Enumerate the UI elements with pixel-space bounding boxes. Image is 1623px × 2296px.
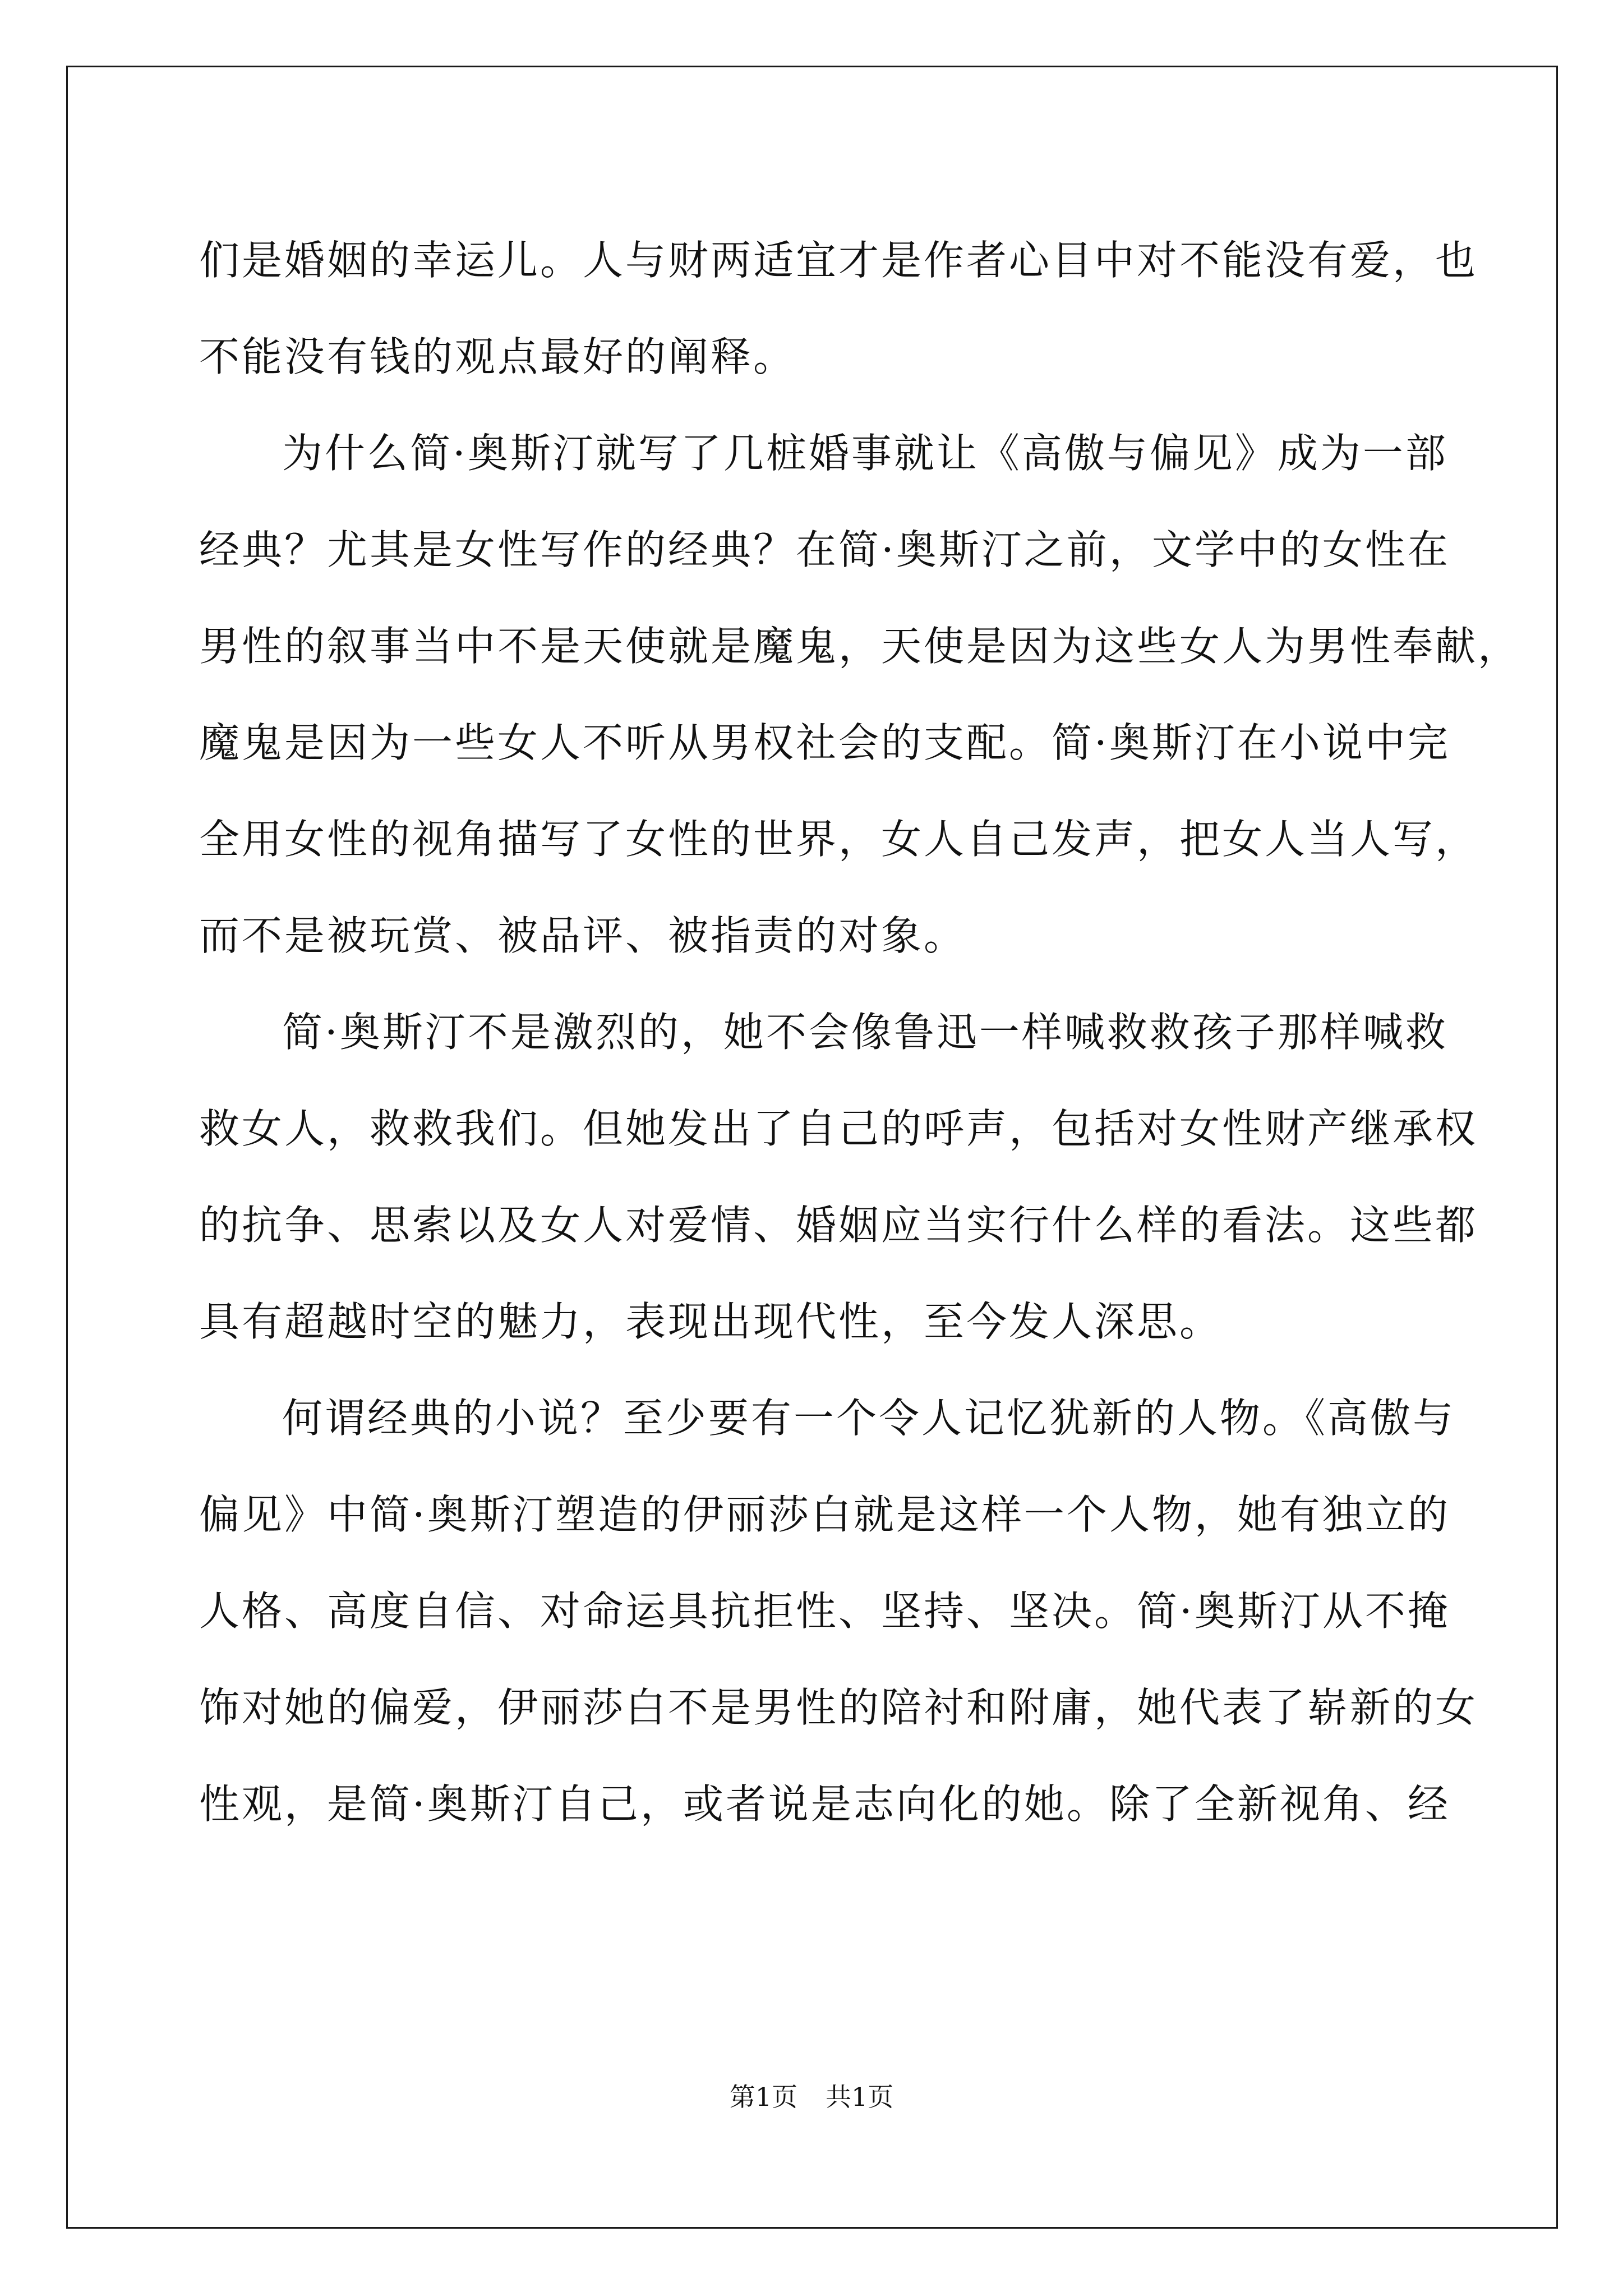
page-number: 第1页 bbox=[729, 2082, 797, 2112]
text-line: 具有超越时空的魅力，表现出现代性，至今发人深思。 bbox=[199, 1298, 1223, 1345]
text-line: 救女人，救救我们。但她发出了自己的呼声，包括对女性财产继承权 bbox=[199, 1105, 1478, 1152]
text-line: 为什么简·奥斯汀就写了几桩婚事就让《高傲与偏见》成为一部 bbox=[282, 430, 1448, 477]
text-line: 们是婚姻的幸运儿。人与财两适宜才是作者心目中对不能没有爱，也 bbox=[199, 237, 1478, 284]
page-footer bbox=[0, 2080, 1623, 2114]
text-line: 的抗争、思索以及女人对爱情、婚姻应当实行什么样的看法。这些都 bbox=[199, 1202, 1478, 1249]
text-line: 而不是被玩赏、被品评、被指责的对象。 bbox=[199, 912, 967, 959]
page-total: 共1页 bbox=[826, 2082, 894, 2112]
text-line: 简·奥斯汀不是激烈的，她不会像鲁迅一样喊救救孩子那样喊救 bbox=[282, 1009, 1448, 1056]
text-line: 不能没有钱的观点最好的阐释。 bbox=[199, 333, 796, 380]
text-line: 饰对她的偏爱，伊丽莎白不是男性的陪衬和附庸，她代表了崭新的女 bbox=[199, 1684, 1478, 1731]
text-line: 魔鬼是因为一些女人不听从男权社会的支配。简·奥斯汀在小说中完 bbox=[199, 719, 1450, 766]
text-line: 人格、高度自信、对命运具抗拒性、坚持、坚决。简·奥斯汀从不掩 bbox=[199, 1588, 1450, 1635]
text-line: 何谓经典的小说？至少要有一个令人记忆犹新的人物。《高傲与 bbox=[282, 1395, 1456, 1442]
text-line: 男性的叙事当中不是天使就是魔鬼，天使是因为这些女人为男性奉献， bbox=[199, 623, 1521, 670]
text-line: 性观，是简·奥斯汀自己，或者说是志向化的她。除了全新视角、经 bbox=[199, 1780, 1450, 1828]
text-line: 全用女性的视角描写了女性的世界，女人自己发声，把女人当人写， bbox=[199, 816, 1478, 863]
body-text bbox=[199, 212, 1521, 1852]
text-line: 经典？尤其是女性写作的经典？在简·奥斯汀之前，文学中的女性在 bbox=[199, 526, 1450, 573]
text-line: 偏见》中简·奥斯汀塑造的伊丽莎白就是这样一个人物，她有独立的 bbox=[199, 1491, 1450, 1538]
